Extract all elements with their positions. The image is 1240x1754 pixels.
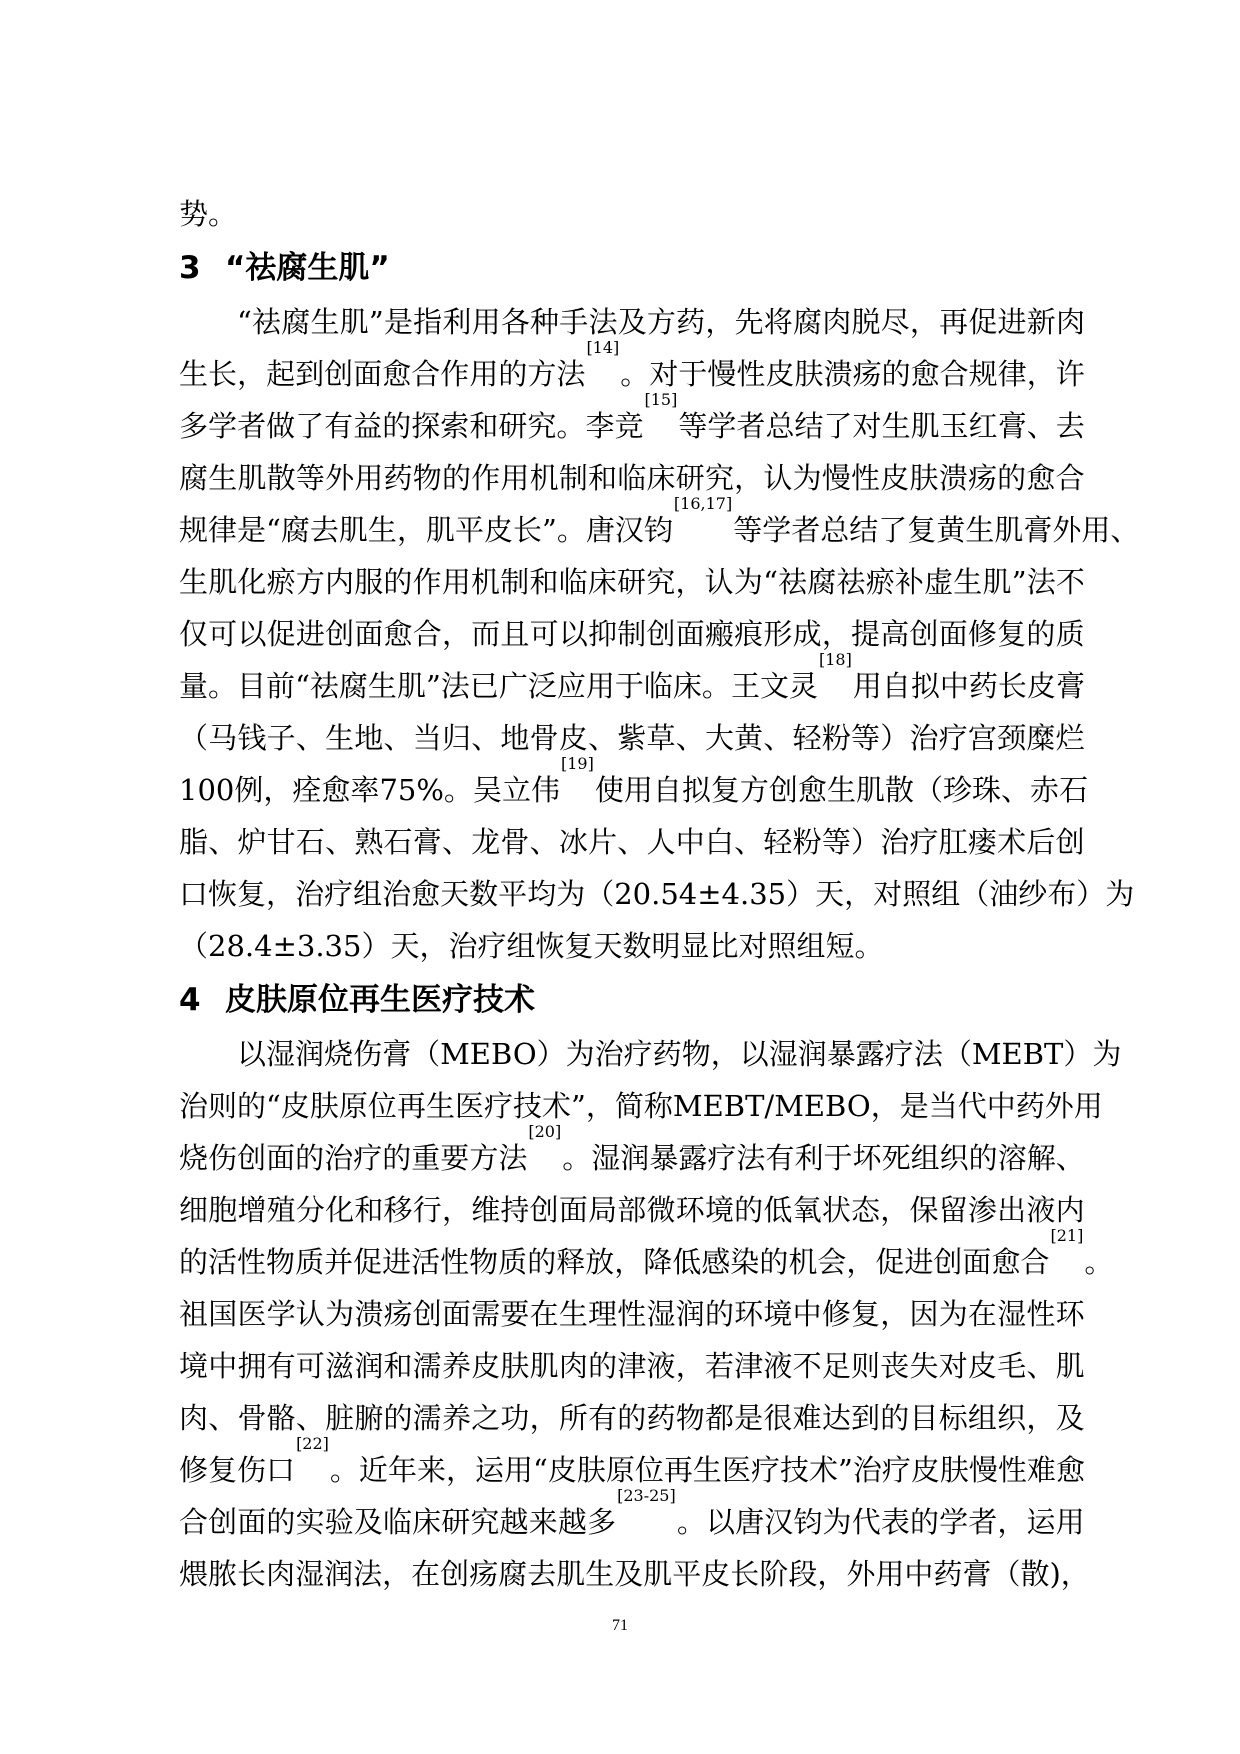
text-line: 的 活 性 物 质 并 促 进 活 性 物 质 的 释 放 ， 降 低 感 染 的 机 会 ， 促 进 创 面 愈 合 [21] 。 xyxy=(179,1236,1085,1288)
text-line: 肉 、 骨 骼 、 脏 腑 的 濡 养 之 功 ， 所 有 的 药 物 都 是 很 难 达 到 的 目 标 组 织 ， 及 xyxy=(179,1401,1085,1435)
document-body xyxy=(179,188,1140,1600)
section-number: 4 xyxy=(179,982,201,1018)
section-number: 3 xyxy=(179,250,201,286)
citation-ref: [18] xyxy=(818,650,852,669)
citation-ref: [14] xyxy=(586,338,620,357)
text-line: 量 。 目 前 “ 祛 腐 生 肌 ” 法 已 广 泛 应 用 于 临 床 。 王 文 灵 [18] 用 自 拟 中 药 长 皮 膏 xyxy=(179,660,1085,712)
section-heading xyxy=(179,240,1085,296)
text-line: 口 恢 复 ， 治 疗 组 治 愈 天 数 平 均 为 （ 20.54±4.35 ） 天 ， 对 照 组 （ 油 纱 布 ） 为 xyxy=(179,877,1135,911)
section-title: 皮肤原位再生医疗技术 xyxy=(225,982,535,1018)
text-segment: （28.4±3.35）天，治疗组恢复天数明显比对照组短。 xyxy=(179,929,884,963)
citation-ref: [20] xyxy=(528,1122,562,1141)
text-line: 以 湿 润 烧 伤 膏 （ MEBO ） 为 治 疗 药 物 ， 以 湿 润 暴 露 疗 法 （ MEBT ） 为 xyxy=(237,1037,1122,1071)
section-title: “祛腐生肌” xyxy=(225,250,390,286)
citation-ref: [21] xyxy=(1050,1226,1084,1245)
text-line: 多 学 者 做 了 有 益 的 探 索 和 研 究 。 李 竞 [15] 等 学 者 总 结 了 对 生 肌 玉 红 膏 、 去 xyxy=(179,400,1085,452)
citation-ref: [15] xyxy=(644,390,678,409)
text-line: 腐 生 肌 散 等 外 用 药 物 的 作 用 机 制 和 临 床 研 究 ， 认 为 慢 性 皮 肤 溃 疡 的 愈 合 xyxy=(179,461,1085,495)
text-line: 治 则 的 “ 皮 肤 原 位 再 生 医 疗 技 术 ” ， 简 称 MEBT/MEBO ， 是 当 代 中 药 外 用 xyxy=(179,1089,1103,1123)
text-line: 合 创 面 的 实 验 及 临 床 研 究 越 来 越 多 [23-25] 。 以 唐 汉 钧 为 代 表 的 学 者 ， 运 用 xyxy=(179,1496,1085,1548)
text-line: 境 中 拥 有 可 滋 润 和 濡 养 皮 肤 肌 肉 的 津 液 ， 若 津 液 不 足 则 丧 失 对 皮 毛 、 肌 xyxy=(179,1349,1085,1383)
text-line: 修 复 伤 口 [22] 。 近 年 来 ， 运 用 “ 皮 肤 原 位 再 生 医 疗 技 术 ” 治 疗 皮 肤 慢 性 难 愈 xyxy=(179,1444,1085,1496)
text-line: 细 胞 增 殖 分 化 和 移 行 ， 维 持 创 面 局 部 微 环 境 的 低 氧 状 态 ， 保 留 渗 出 液 内 xyxy=(179,1193,1085,1227)
text-segment: 势。 xyxy=(179,197,238,231)
section-heading xyxy=(179,972,1085,1028)
citation-ref: [16,17] xyxy=(673,494,733,513)
text-line: 生 肌 化 瘀 方 内 服 的 作 用 机 制 和 临 床 研 究 ， 认 为 “ 祛 腐 祛 瘀 补 虚 生 肌 ” 法 不 xyxy=(179,565,1085,599)
text-line: 仅 可 以 促 进 创 面 愈 合 ， 而 且 可 以 抑 制 创 面 瘢 痕 形 成 ， 提 高 创 面 修 复 的 质 xyxy=(179,617,1085,651)
text-line: 100 例 ， 痊 愈 率 75% 。 吴 立 伟 [19] 使 用 自 拟 复 方 创 愈 生 肌 散 （ 珍 珠 、 赤 石 xyxy=(179,764,1085,816)
text-line: 脂 、 炉 甘 石 、 熟 石 膏 、 龙 骨 、 冰 片 、 人 中 白 、 轻 粉 等 ） 治 疗 肛 瘘 术 后 创 xyxy=(179,825,1085,859)
citation-ref: [23-25] xyxy=(617,1486,676,1505)
citation-ref: [22] xyxy=(296,1434,329,1453)
page-number: 71 xyxy=(612,1617,628,1634)
citation-ref: [19] xyxy=(560,754,594,773)
text-line: 祖 国 医 学 认 为 溃 疡 创 面 需 要 在 生 理 性 湿 润 的 环 境 中 修 复 ， 因 为 在 湿 性 环 xyxy=(179,1297,1085,1331)
text-line xyxy=(179,920,1085,972)
text-line: （ 马 钱 子 、 生 地 、 当 归 、 地 骨 皮 、 紫 草 、 大 黄 、 轻 粉 等 ） 治 疗 宫 颈 糜 烂 xyxy=(179,721,1085,755)
text-line: 规 律 是 “ 腐 去 肌 生 ， 肌 平 皮 长 ” 。 唐 汉 钧 [16,17] 等 学 者 总 结 了 复 黄 生 肌 膏 外 用 、 xyxy=(179,504,1085,556)
text-line xyxy=(179,188,1085,240)
text-line: 生 长 ， 起 到 创 面 愈 合 作 用 的 方 法 [14] 。 对 于 慢 性 皮 肤 溃 疡 的 愈 合 规 律 ， 许 xyxy=(179,348,1085,400)
text-line: 烧 伤 创 面 的 治 疗 的 重 要 方 法 [20] 。 湿 润 暴 露 疗 法 有 利 于 坏 死 组 织 的 溶 解 、 xyxy=(179,1132,1085,1184)
text-line: 煨 脓 长 肉 湿 润 法 ， 在 创 疡 腐 去 肌 生 及 肌 平 皮 长 阶 段 ， 外 用 中 药 膏 （ 散 ) ， xyxy=(179,1557,1090,1591)
text-line: “ 祛 腐 生 肌 ” 是 指 利 用 各 种 手 法 及 方 药 ， 先 将 腐 肉 脱 尽 ， 再 促 进 新 肉 xyxy=(237,305,1085,339)
